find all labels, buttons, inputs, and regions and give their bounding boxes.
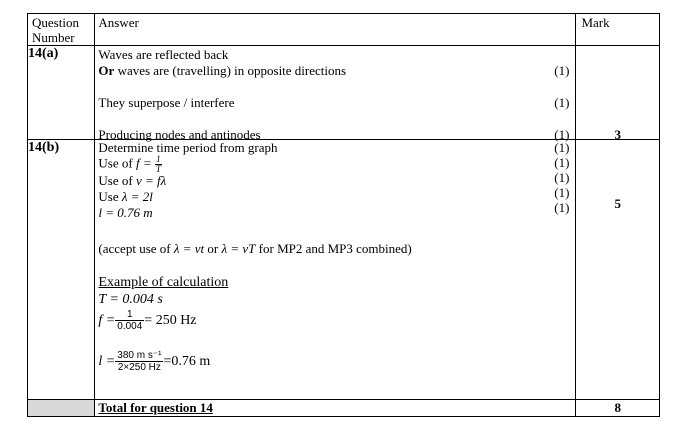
answer-14b-line1: Determine time period from graph <box>98 140 278 155</box>
question-id-14a: 14(a) <box>28 46 95 140</box>
wave-equation: v = fλ <box>135 173 167 188</box>
frequency-equation: f = <box>135 155 152 171</box>
calc-length-result: =0.76 m <box>163 354 211 369</box>
accept-or: or <box>204 241 222 256</box>
answer-14b-line3 <box>98 173 166 188</box>
mark-scheme-table <box>27 13 660 417</box>
answer-header: Answer <box>95 14 576 46</box>
answer-14a-line1: Waves are reflected back <box>98 47 229 62</box>
answer-14b-line4 <box>98 189 152 204</box>
row-14a <box>28 46 660 140</box>
answer-14b-line5: l = 0.76 m <box>98 205 153 220</box>
one-over-t-fraction <box>155 155 162 174</box>
total-mark-14b: 5 <box>614 196 621 211</box>
accept-note <box>98 241 411 256</box>
mark-14b-3: (1) <box>554 170 570 185</box>
answer-14a-line4: Producing nodes and antinodes <box>98 127 261 142</box>
total-mark: 8 <box>576 400 660 417</box>
fraction-denominator: T <box>155 164 161 174</box>
mark-14a-2: (1) <box>554 95 570 110</box>
calc-frequency <box>98 309 196 333</box>
or-keyword: Or <box>98 63 115 78</box>
mark-cell-14b <box>576 140 660 400</box>
answer-14a-line2 <box>98 63 346 78</box>
accept-equation-2: λ = vT <box>221 241 256 256</box>
calc-frequency-result: = 250 Hz <box>144 313 197 328</box>
calc-period-text: T = 0.004 s <box>98 292 163 307</box>
calc-frequency-prefix: f = <box>98 313 116 328</box>
answer-14a-line3: They superpose / interfere <box>98 95 235 110</box>
mark-14b-4: (1) <box>554 185 570 200</box>
mark-header: Mark <box>576 14 660 46</box>
accept-equation-1: λ = vt <box>173 241 205 256</box>
question-id-14b: 14(b) <box>28 140 95 400</box>
calc-length-prefix: l = <box>98 354 116 369</box>
mark-14b-1: (1) <box>554 140 570 155</box>
answer-14a-line2-text: waves are (travelling) in opposite directions <box>114 63 347 78</box>
mark-14b-5: (1) <box>554 200 570 215</box>
calc-length <box>98 349 210 375</box>
mark-cell-14a <box>576 46 660 140</box>
answer-14b <box>95 140 576 400</box>
accept-prefix: (accept use of <box>98 241 174 256</box>
answer-14b-line2 <box>98 155 161 174</box>
calc-frequency-denominator: 0.004 <box>117 321 143 333</box>
total-label: Total for question 14 <box>95 400 576 417</box>
line4-prefix: Use <box>98 189 122 204</box>
accept-suffix: for MP2 and MP3 combined) <box>255 241 412 256</box>
fraction-numerator: 1 <box>156 154 161 164</box>
mark-14a-3: (1) <box>554 127 570 142</box>
calc-frequency-fraction <box>115 309 144 332</box>
mark-14b-2: (1) <box>554 155 570 170</box>
mark-14a-1: (1) <box>554 63 570 78</box>
row-14b <box>28 140 660 400</box>
question-number-header: Question Number <box>28 14 95 46</box>
total-mark-14a: 3 <box>614 127 621 142</box>
calc-period <box>98 292 162 307</box>
calc-length-numerator: 380 m s⁻¹ <box>117 350 162 362</box>
example-heading: Example of calculation <box>98 275 229 290</box>
calc-length-fraction <box>115 350 163 373</box>
answer-14a <box>95 46 576 140</box>
total-row <box>28 400 660 417</box>
total-row-blank <box>28 400 95 417</box>
calc-length-denominator: 2×250 Hz <box>117 362 161 374</box>
line2-prefix: Use of <box>98 155 136 171</box>
calc-frequency-numerator: 1 <box>115 309 144 321</box>
header-row <box>28 14 660 46</box>
wavelength-equation: λ = 2l <box>121 189 153 204</box>
line3-prefix: Use of <box>98 173 136 188</box>
